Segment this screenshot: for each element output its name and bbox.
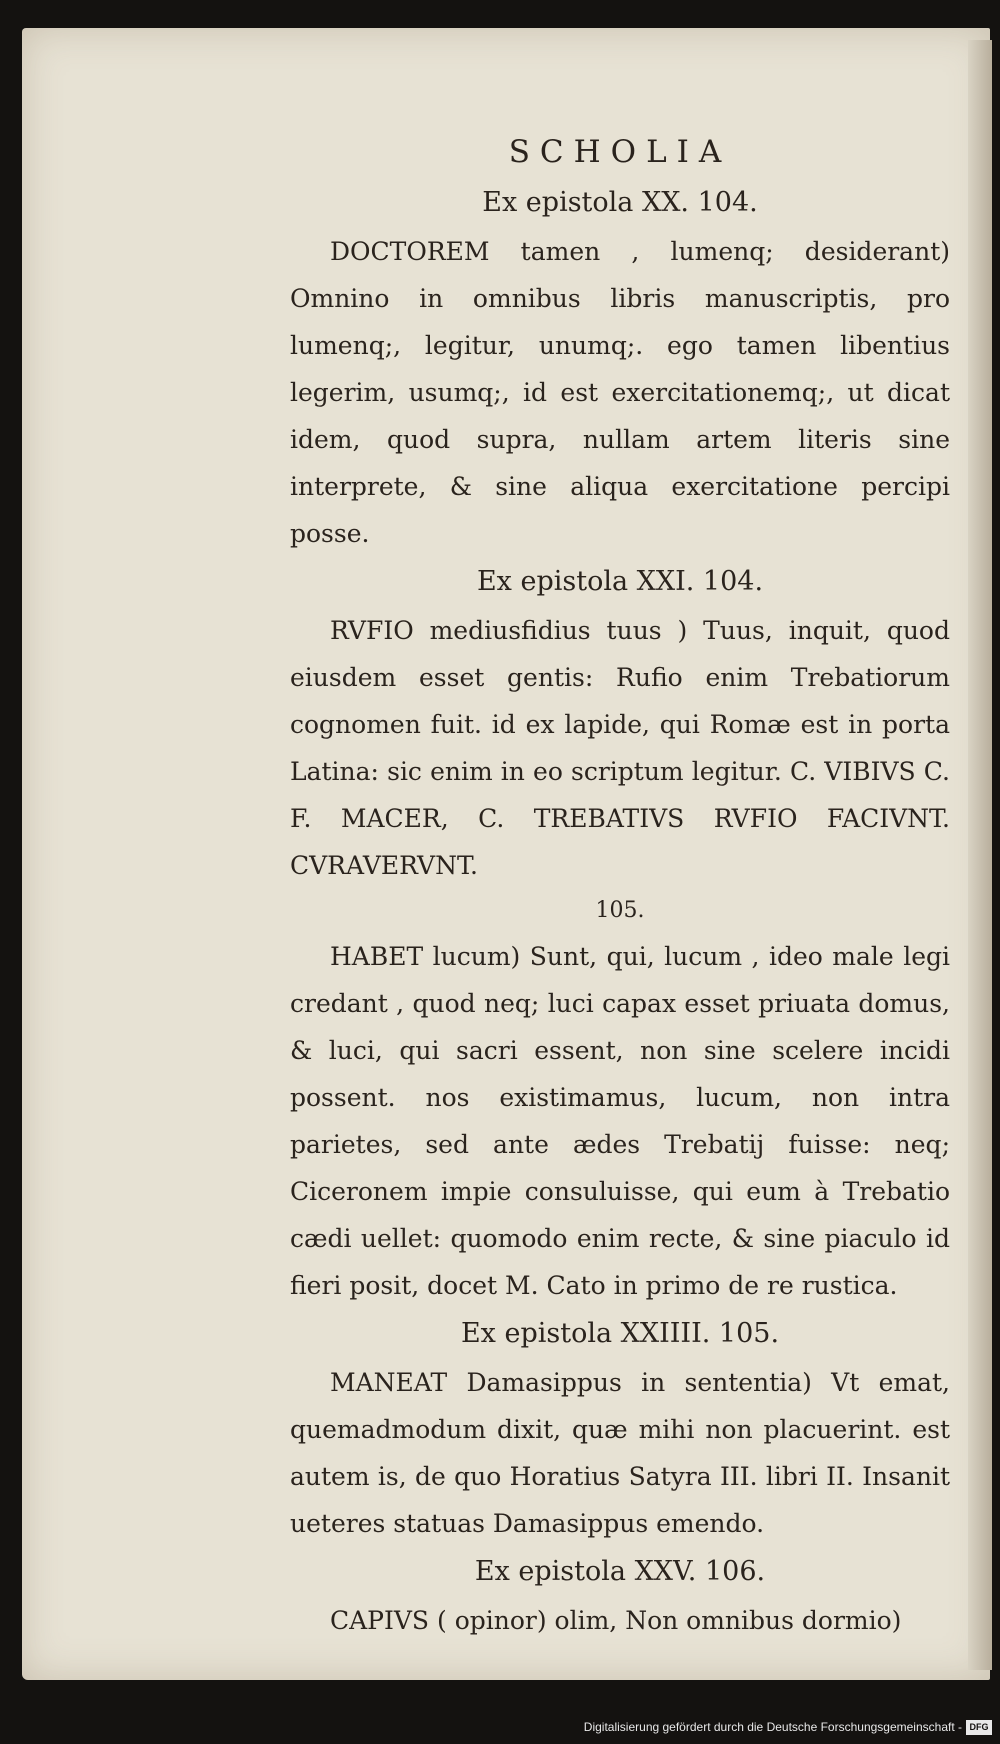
- digitization-credit: Digitalisierung gefördert durch die Deutsche Forschungsgemeinschaft -: [583, 1720, 962, 1734]
- section-heading: 105.: [595, 898, 645, 923]
- scholion-paragraph: RVFIO mediusfidius tuus ) Tuus, inquit, quod eiusdem esset gentis: Rufio enim Trebatiorum cognomen fuit. id ex lapide, qui Romæ est in porta Latina: sic enim in eo scriptum legitur. C. VIBIVS C. F. MACER, C. TREBATIVS RVFIO FACIVNT. CVRAVERVNT.: [290, 616, 950, 880]
- dfg-logo: DFG: [966, 1720, 992, 1735]
- scholion-paragraph: MANEAT Damasippus in sententia) Vt emat, quemadmodum dixit, quæ mihi non placuerint. est autem is, de quo Horatius Satyra III. libri II. Insanit ueteres statuas Damasippus emendo.: [290, 1368, 950, 1538]
- footer-strip: [0, 1714, 1000, 1744]
- section-heading: Ex epistola XXV. 106.: [474, 1556, 766, 1587]
- scholion-paragraph: CAPIVS ( opinor) olim, Non omnibus dormio): [330, 1606, 902, 1635]
- section-heading: Ex epistola XXIIII. 105.: [460, 1318, 780, 1349]
- page-text-block: [290, 130, 950, 1644]
- scholion-paragraph: DOCTOREM tamen , lumenq; desiderant) Omnino in omnibus libris manuscriptis, pro lumenq;, legitur, unumq;. ego tamen libentius legerim, usumq;, id est exercitationemq;, ut dicat idem, quod supra, nullam artem literis sine interprete, & sine aliqua exercitatione percipi posse.: [290, 237, 950, 548]
- scholion-paragraph: HABET lucum) Sunt, qui, lucum , ideo male legi credant , quod neq; luci capax esset priuata domus, & luci, qui sacri essent, non sine scelere incidi possent. nos existimamus, lucum, non intra parietes, sed ante ædes Trebatij fuisse: neq; Ciceronem impie consuluisse, qui eum à Trebatio cædi uellet: quomodo enim recte, & sine piaculo id fieri posit, docet M. Cato in primo de re rustica.: [290, 942, 950, 1300]
- section-heading: Ex epistola XX. 104.: [482, 187, 758, 218]
- page-edge-right: [968, 40, 992, 1670]
- running-head: SCHOLIA: [508, 134, 732, 170]
- section-heading: Ex epistola XXI. 104.: [476, 566, 764, 597]
